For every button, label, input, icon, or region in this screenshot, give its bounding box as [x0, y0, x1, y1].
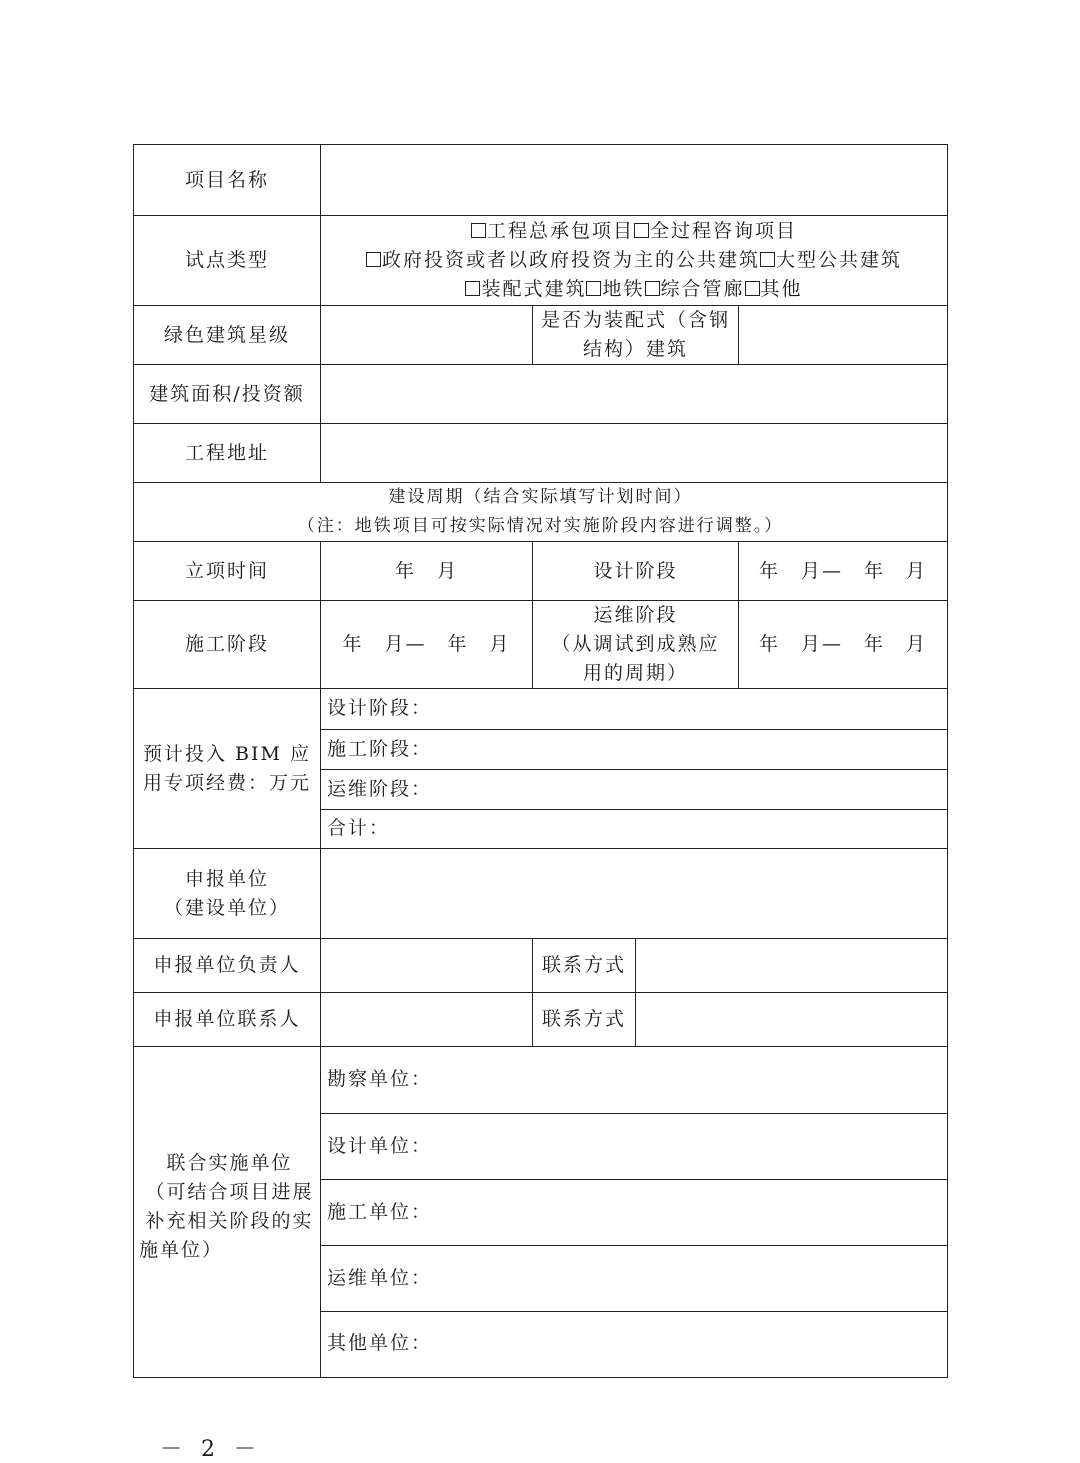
row-applicant: [134, 849, 948, 939]
pilot-type-label: 试点类型: [134, 216, 321, 306]
design-unit-field[interactable]: 设计单位：: [321, 1113, 947, 1179]
period-header: [134, 483, 948, 542]
application-form-table: [133, 144, 948, 1378]
bim-om-field[interactable]: 运维阶段：: [321, 769, 947, 809]
om-unit-field[interactable]: 运维单位：: [321, 1245, 947, 1311]
checkbox-icon[interactable]: [471, 223, 486, 238]
pilot-option-consulting[interactable]: 全过程咨询项目: [634, 220, 797, 242]
other-unit-field[interactable]: 其他单位：: [327, 1332, 433, 1355]
address-field[interactable]: [321, 424, 948, 483]
head-contact-method-field[interactable]: [636, 939, 948, 993]
joint-units-cells: [321, 1047, 948, 1378]
row-address: [134, 424, 948, 483]
applicant-label: 申报单位 （建设单位）: [134, 849, 321, 939]
pilot-option-government[interactable]: 政府投资或者以政府投资为主的公共建筑: [366, 249, 760, 271]
row-construction-om: [134, 601, 948, 689]
applicant-contact-label: 申报单位联系人: [134, 993, 321, 1047]
design-stage-field[interactable]: 年 月— 年 月: [739, 542, 948, 601]
bim-budget-subtable: [321, 689, 947, 848]
checkbox-icon[interactable]: [366, 252, 381, 267]
pilot-option-other[interactable]: 其他: [745, 278, 803, 300]
contact-contact-method-field[interactable]: [636, 993, 948, 1047]
applicant-contact-field[interactable]: [321, 993, 533, 1047]
om-stage-label: 运维阶段 （从调试到成熟应 用的周期）: [533, 601, 739, 689]
bim-construction-field[interactable]: 施工阶段：: [321, 729, 947, 769]
pilot-option-metro[interactable]: 地铁: [586, 278, 644, 300]
row-pilot-type: [134, 216, 948, 306]
joint-units-subtable: [321, 1047, 947, 1376]
pilot-option-epc[interactable]: 工程总承包项目: [471, 220, 634, 242]
bim-total-field[interactable]: 合计：: [327, 817, 391, 840]
row-applicant-head: [134, 939, 948, 993]
pilot-option-utility-tunnel[interactable]: 综合管廊: [645, 278, 745, 300]
period-note: （注：地铁项目可按实际情况对实施阶段内容进行调整。）: [297, 516, 784, 536]
project-name-label: 项目名称: [134, 145, 321, 216]
checkbox-icon[interactable]: [465, 281, 480, 296]
row-green-building: [134, 306, 948, 365]
pilot-option-large-public[interactable]: 大型公共建筑: [760, 249, 902, 271]
applicant-head-field[interactable]: [321, 939, 533, 993]
row-area: [134, 365, 948, 424]
row-period-header: [134, 483, 948, 542]
pilot-type-options: [321, 216, 948, 306]
checkbox-icon[interactable]: [645, 281, 660, 296]
page-number: － 2 －: [160, 1437, 262, 1462]
construction-stage-field[interactable]: 年 月— 年 月: [321, 601, 533, 689]
green-building-field[interactable]: [321, 306, 533, 365]
approval-field[interactable]: 年 月: [321, 542, 533, 601]
address-label: 工程地址: [134, 424, 321, 483]
design-stage-label: 设计阶段: [533, 542, 739, 601]
bim-budget-cells: [321, 689, 948, 849]
survey-unit-field[interactable]: 勘察单位：: [321, 1047, 947, 1113]
bim-design-field[interactable]: 设计阶段：: [321, 689, 947, 729]
contact-contact-method-label: 联系方式: [533, 993, 636, 1047]
row-project-name: [134, 145, 948, 216]
joint-units-label: 联合实施单位 （可结合项目进展 补充相关阶段的实 施单位）: [134, 1047, 321, 1378]
construction-stage-label: 施工阶段: [134, 601, 321, 689]
row-bim-budget: [134, 689, 948, 849]
area-field[interactable]: [321, 365, 948, 424]
prefab-label: 是否为装配式（含钢 结构）建筑: [533, 306, 739, 365]
applicant-field[interactable]: [321, 849, 948, 939]
pilot-option-prefab[interactable]: 装配式建筑: [465, 278, 586, 300]
checkbox-icon[interactable]: [586, 281, 601, 296]
period-title: 建设周期（结合实际填写计划时间）: [388, 487, 693, 507]
checkbox-icon[interactable]: [634, 223, 649, 238]
prefab-field[interactable]: [739, 306, 948, 365]
project-name-field[interactable]: [321, 145, 948, 216]
construction-unit-field[interactable]: 施工单位：: [321, 1179, 947, 1245]
checkbox-icon[interactable]: [745, 281, 760, 296]
bim-budget-label: 预计投入 BIM 应 用专项经费：万元: [134, 689, 321, 849]
applicant-head-label: 申报单位负责人: [134, 939, 321, 993]
checkbox-icon[interactable]: [760, 252, 775, 267]
om-stage-field[interactable]: 年 月— 年 月: [739, 601, 948, 689]
green-building-label: 绿色建筑星级: [134, 306, 321, 365]
row-applicant-contact: [134, 993, 948, 1047]
approval-label: 立项时间: [134, 542, 321, 601]
head-contact-method-label: 联系方式: [533, 939, 636, 993]
row-approval-design: [134, 542, 948, 601]
row-joint-units: [134, 1047, 948, 1378]
area-label: 建筑面积/投资额: [134, 365, 321, 424]
